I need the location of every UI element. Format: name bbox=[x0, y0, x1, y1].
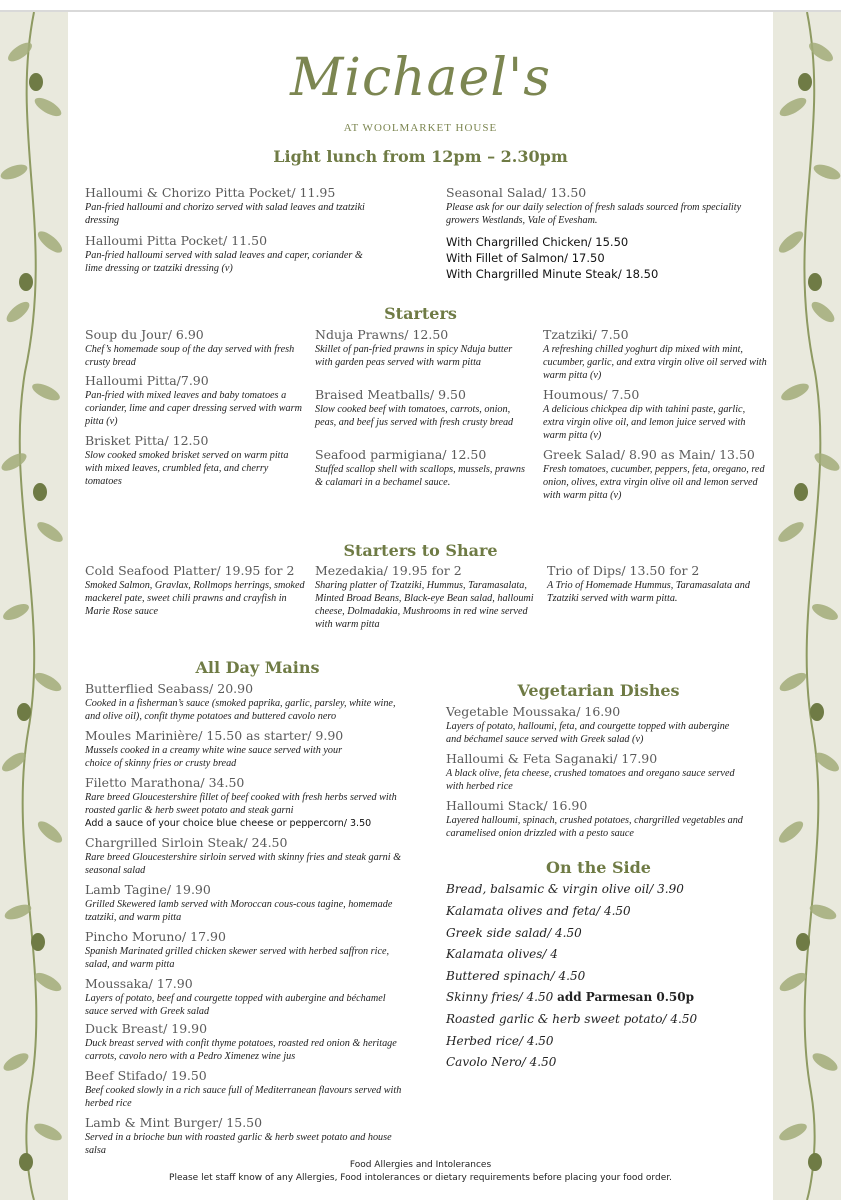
side-item-with-addon bbox=[446, 990, 694, 1004]
menu-page bbox=[68, 12, 773, 1200]
item-desc: A Trio of Homemade Hummus, Taramasalata and Tzatziki served with warm pitta. bbox=[547, 580, 750, 604]
salad-extra: With Chargrilled Chicken/ 15.50 bbox=[446, 235, 629, 249]
item-desc: Stuffed scallop shell with scallops, mussels, prawns & calamari in a bechamel sauce. bbox=[315, 464, 525, 488]
item-name: Soup du Jour/ 6.90 bbox=[85, 327, 204, 342]
olive-branch-border-right bbox=[773, 12, 841, 1200]
side-item: Kalamata olives/ 4 bbox=[446, 947, 558, 961]
item-name: Halloumi Pitta/7.90 bbox=[85, 373, 209, 388]
menu-item bbox=[543, 327, 768, 382]
item-desc: Cooked in a fisherman’s sauce (smoked paprika, garlic, parsley, white wine, and olive oil), confit thyme potatoes and buttered cavolo nero bbox=[85, 698, 396, 722]
heading-starters-to-share: Starters to Share bbox=[343, 541, 498, 560]
menu-item bbox=[85, 233, 375, 275]
side-item: Buttered spinach/ 4.50 bbox=[446, 969, 586, 983]
menu-item bbox=[85, 835, 410, 877]
item-desc: Grilled Skewered lamb served with Moroccan cous-cous tagine, homemade tzatziki, and warm pitta bbox=[85, 899, 393, 923]
olive-branch-icon bbox=[0, 12, 68, 1200]
item-name: Tzatziki/ 7.50 bbox=[543, 327, 629, 342]
menu-item bbox=[85, 681, 410, 723]
heading-on-the-side: On the Side bbox=[546, 858, 651, 877]
item-desc: Beef cooked slowly in a rich sauce full of Mediterranean flavours served with herbed rice bbox=[85, 1085, 402, 1109]
item-desc: Duck breast served with confit thyme potatoes, roasted red onion & heritage carrots, cavolo nero with a Pedro Ximenez wine jus bbox=[85, 1038, 397, 1062]
item-name: Vegetable Moussaka/ 16.90 bbox=[446, 704, 621, 719]
menu-item bbox=[543, 387, 768, 442]
item-desc: Spanish Marinated grilled chicken skewer served with herbed saffron rice, salad, and warm pitta bbox=[85, 946, 390, 970]
item-desc: Layers of potato, beef and courgette topped with aubergine and béchamel sauce served with Greek salad bbox=[85, 993, 386, 1017]
menu-item bbox=[543, 447, 768, 502]
menu-item bbox=[446, 751, 746, 793]
item-name: Lamb & Mint Burger/ 15.50 bbox=[85, 1115, 263, 1130]
menu-item bbox=[315, 563, 540, 631]
menu-item bbox=[85, 775, 410, 817]
heading-vegetarian: Vegetarian Dishes bbox=[517, 681, 680, 700]
footer-title: Food Allergies and Intolerances bbox=[349, 1160, 492, 1170]
side-item: Roasted garlic & herb sweet potato/ 4.50 bbox=[446, 1012, 698, 1026]
item-name: Houmous/ 7.50 bbox=[543, 387, 640, 402]
menu-item bbox=[85, 1021, 410, 1063]
item-name: Moussaka/ 17.90 bbox=[85, 976, 193, 991]
item-name: Trio of Dips/ 13.50 for 2 bbox=[547, 563, 700, 578]
item-desc: Pan-fried with mixed leaves and baby tomatoes a coriander, lime and caper dressing served with warm pitta (v) bbox=[85, 390, 302, 427]
menu-item bbox=[446, 185, 746, 227]
item-name: Seasonal Salad/ 13.50 bbox=[446, 185, 587, 200]
item-desc: Layers of potato, halloumi, feta, and courgette topped with aubergine and béchamel sauce served with Greek salad (v) bbox=[446, 721, 730, 745]
item-desc: A black olive, feta cheese, crushed tomatoes and oregano sauce served with herbed rice bbox=[446, 768, 735, 792]
item-desc: Rare breed Gloucestershire fillet of beef cooked with fresh herbs served with roasted garlic & herb sweet potato and steak garni bbox=[85, 792, 397, 816]
salad-extra: With Chargrilled Minute Steak/ 18.50 bbox=[446, 267, 659, 281]
item-desc: Skillet of pan-fried prawns in spicy Nduja butter with garden peas served with warm pitta bbox=[315, 344, 513, 368]
item-desc: Layered halloumi, spinach, crushed potatoes, chargrilled vegetables and caramelised onion drizzled with a pesto sauce bbox=[446, 815, 743, 839]
menu-item bbox=[85, 373, 305, 428]
item-name: Chargrilled Sirloin Steak/ 24.50 bbox=[85, 835, 288, 850]
item-name: Moules Marinière/ 15.50 as starter/ 9.90 bbox=[85, 728, 344, 743]
menu-item bbox=[85, 976, 410, 1018]
side-item: Herbed rice/ 4.50 bbox=[446, 1034, 554, 1048]
item-desc: Slow cooked smoked brisket served on warm pitta with mixed leaves, crumbled feta, and cherry tomatoes bbox=[85, 450, 289, 487]
item-desc: Served in a brioche bun with roasted garlic & herb sweet potato and house salsa bbox=[85, 1132, 392, 1156]
item-desc: Chef’s homemade soup of the day served with fresh crusty bread bbox=[85, 344, 295, 368]
olive-branch-icon bbox=[773, 12, 841, 1200]
item-name: Halloumi & Feta Saganaki/ 17.90 bbox=[446, 751, 658, 766]
item-desc: Slow cooked beef with tomatoes, carrots, onion, peas, and beef jus served with fresh crusty bread bbox=[315, 404, 514, 428]
item-desc: Pan-fried halloumi served with salad leaves and caper, coriander & lime dressing or tzatziki dressing (v) bbox=[85, 250, 363, 274]
menu-item bbox=[547, 563, 757, 605]
menu-item bbox=[315, 387, 530, 429]
item-name: Lamb Tagine/ 19.90 bbox=[85, 882, 211, 897]
item-desc: Sharing platter of Tzatziki, Hummus, Taramasalata, Minted Broad Beans, Black-eye Bean salad, halloumi cheese, Dolmadakia, Mushrooms in red wine served with warm pitta bbox=[315, 580, 534, 630]
item-name: Greek Salad/ 8.90 as Main/ 13.50 bbox=[543, 447, 755, 462]
item-name: Brisket Pitta/ 12.50 bbox=[85, 433, 209, 448]
heading-light-lunch: Light lunch from 12pm – 2.30pm bbox=[273, 147, 568, 166]
item-desc: Please ask for our daily selection of fresh salads sourced from speciality growers Westlands, Vale of Evesham. bbox=[446, 202, 742, 226]
item-name: Halloumi & Chorizo Pitta Pocket/ 11.95 bbox=[85, 185, 336, 200]
menu-item bbox=[85, 728, 370, 770]
item-name: Nduja Prawns/ 12.50 bbox=[315, 327, 449, 342]
item-name: Filetto Marathona/ 34.50 bbox=[85, 775, 245, 790]
item-desc: Mussels cooked in a creamy white wine sauce served with your choice of skinny fries or crusty bread bbox=[85, 745, 343, 769]
item-desc: Smoked Salmon, Gravlax, Rollmops herrings, smoked mackerel pate, sweet chili prawns and crayfish in Marie Rose sauce bbox=[85, 580, 305, 617]
side-item: Greek side salad/ 4.50 bbox=[446, 926, 582, 940]
item-name: Cold Seafood Platter/ 19.95 for 2 bbox=[85, 563, 295, 578]
item-name: Beef Stifado/ 19.50 bbox=[85, 1068, 207, 1083]
side-item: Bread, balsamic & virgin olive oil/ 3.90 bbox=[446, 882, 684, 896]
menu-item bbox=[85, 929, 410, 971]
side-item: Skinny fries/ 4.50 bbox=[446, 990, 554, 1004]
menu-item bbox=[85, 327, 305, 369]
item-desc: A delicious chickpea dip with tahini paste, garlic, extra virgin olive oil, and lemon juice served with warm pitta (v) bbox=[543, 404, 746, 441]
side-item: Kalamata olives and feta/ 4.50 bbox=[446, 904, 631, 918]
menu-item bbox=[446, 798, 746, 840]
salad-extra: With Fillet of Salmon/ 17.50 bbox=[446, 251, 605, 265]
side-item: Cavolo Nero/ 4.50 bbox=[446, 1055, 557, 1069]
heading-all-day-mains: All Day Mains bbox=[195, 658, 320, 677]
item-name: Butterflied Seabass/ 20.90 bbox=[85, 681, 254, 696]
menu-item bbox=[85, 1115, 410, 1157]
menu-item bbox=[85, 433, 305, 488]
brand-logo: Michael's bbox=[290, 48, 551, 108]
brand-subtitle: AT WOOLMARKET HOUSE bbox=[343, 122, 498, 134]
item-name: Pincho Moruno/ 17.90 bbox=[85, 929, 226, 944]
item-name: Mezedakia/ 19.95 for 2 bbox=[315, 563, 462, 578]
sauce-note: Add a sauce of your choice blue cheese or peppercorn/ 3.50 bbox=[85, 818, 372, 829]
item-desc: A refreshing chilled yoghurt dip mixed with mint, cucumber, garlic, and extra virgin olive oil served with warm pitta (v) bbox=[543, 344, 767, 381]
menu-item bbox=[85, 1068, 410, 1110]
item-name: Seafood parmigiana/ 12.50 bbox=[315, 447, 487, 462]
item-name: Duck Breast/ 19.90 bbox=[85, 1021, 208, 1036]
olive-branch-border-left bbox=[0, 12, 68, 1200]
menu-item bbox=[315, 447, 530, 489]
menu-item bbox=[85, 563, 310, 618]
item-name: Halloumi Stack/ 16.90 bbox=[446, 798, 588, 813]
item-desc: Rare breed Gloucestershire sirloin served with skinny fries and steak garni & seasonal salad bbox=[85, 852, 402, 876]
side-addon: add Parmesan 0.50p bbox=[557, 990, 694, 1004]
menu-item bbox=[85, 185, 375, 227]
heading-starters: Starters bbox=[384, 304, 457, 323]
menu-item bbox=[446, 704, 746, 746]
item-desc: Pan-fried halloumi and chorizo served with salad leaves and tzatziki dressing bbox=[85, 202, 365, 226]
menu-item bbox=[85, 882, 410, 924]
window-top-edge bbox=[0, 0, 841, 12]
item-desc: Fresh tomatoes, cucumber, peppers, feta, oregano, red onion, olives, extra virgin olive oil and lemon served with warm pitta (v) bbox=[543, 464, 765, 501]
item-name: Halloumi Pitta Pocket/ 11.50 bbox=[85, 233, 268, 248]
footer-text: Please let staff know of any Allergies, Food intolerances or dietary requirements before placing your food order. bbox=[169, 1173, 672, 1183]
menu-item bbox=[315, 327, 530, 369]
item-name: Braised Meatballs/ 9.50 bbox=[315, 387, 466, 402]
